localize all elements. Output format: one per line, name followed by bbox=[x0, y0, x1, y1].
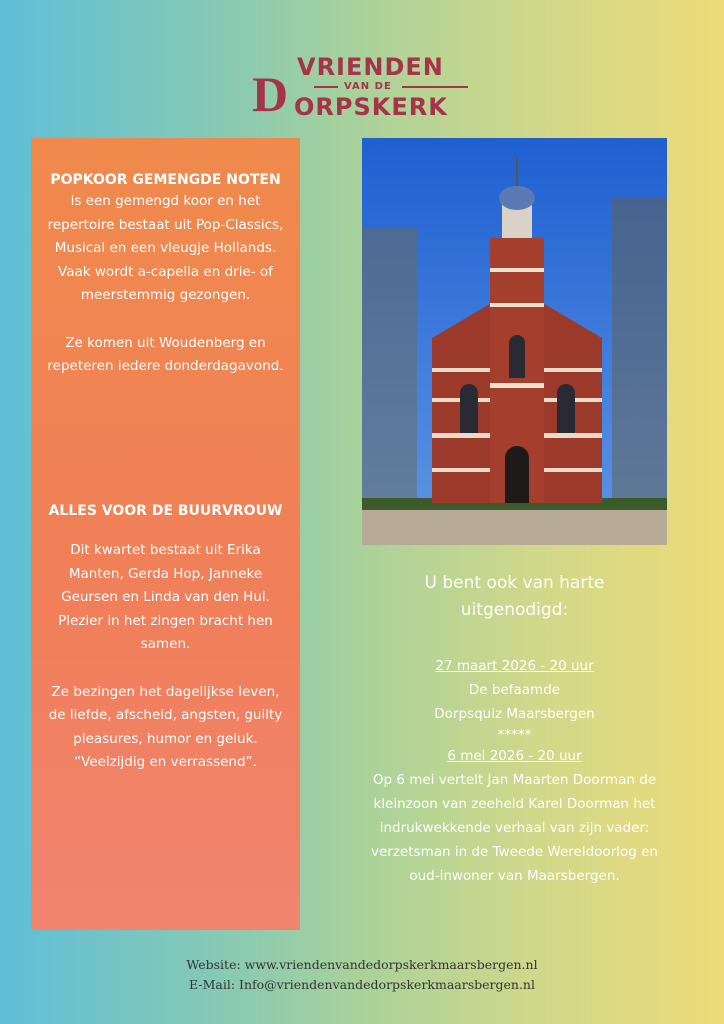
section-body: Ze bezingen het dagelijkse leven, de liefde, afscheid, angsten, guilty pleasures, humor en geluk. “Veelzijdig en verrassend”. bbox=[48, 683, 283, 770]
events-section bbox=[362, 570, 667, 888]
event-date: 27 maart 2026 - 20 uur bbox=[435, 658, 594, 674]
event-description: Op 6 mei vertelt Jan Maarten Doorman de kleinzoon van zeeheld Karel Doorman het indrukwekkende verhaal van zijn vader: verzetsman in de Tweede Wereldoorlog en oud-inwoner van Maarsbergen. bbox=[371, 772, 658, 884]
logo-line1: VRIENDEN bbox=[297, 53, 444, 81]
church-photo bbox=[362, 138, 667, 545]
email-link[interactable]: E-Mail: Info@vriendenvandedorpskerkmaarsbergen.nl bbox=[189, 977, 535, 992]
logo-line2: VAN DE bbox=[344, 81, 392, 92]
separator: ***** bbox=[497, 727, 532, 743]
section-body: Ze komen uit Woudenberg en repeteren iedere donderdagavond. bbox=[47, 334, 284, 374]
event-line: De befaamde bbox=[468, 682, 561, 698]
logo-rule bbox=[402, 86, 468, 88]
logo bbox=[252, 54, 474, 122]
section-body: is een gemengd koor en het repertoire bestaat uit Pop-Classics, Musical en een vleugje Hollands. Vaak wordt a-capella en drie- of meerstemmig gezongen. bbox=[47, 193, 284, 303]
event-date: 6 mei 2026 - 20 uur bbox=[447, 748, 582, 764]
section-title: POPKOOR GEMENGDE NOTEN bbox=[50, 172, 281, 188]
logo-rule bbox=[314, 86, 338, 88]
event-title: Dorpsquiz Maarsbergen bbox=[434, 706, 595, 722]
logo-line3: ORPSKERK bbox=[294, 93, 448, 121]
logo-initial: D bbox=[252, 66, 289, 122]
performers-panel bbox=[31, 138, 300, 930]
section-title: ALLES VOOR DE BUURVROUW bbox=[48, 503, 283, 519]
section-body: Dit kwartet bestaat uit Erika Manten, Gerda Hop, Janneke Geursen en Linda van den Hul. Plezier in het zingen bracht hen samen. bbox=[58, 542, 273, 652]
footer bbox=[0, 955, 724, 995]
invitation-heading: U bent ook van harte uitgenodigd: bbox=[424, 573, 605, 620]
website-link[interactable]: Website: www.vriendenvandedorpskerkmaarsbergen.nl bbox=[186, 957, 538, 972]
